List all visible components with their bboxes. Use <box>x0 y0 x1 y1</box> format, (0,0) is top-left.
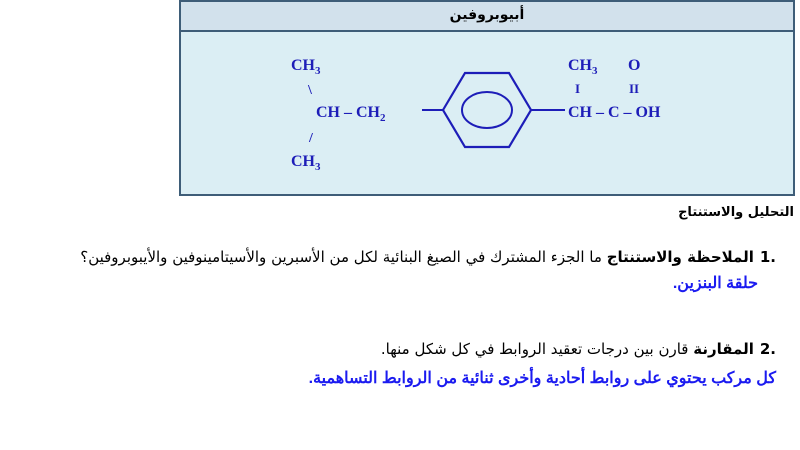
answer-2: كل مركب يحتوي على روابط أحادية وأخرى ثنائية من الروابط التساهمية. <box>308 370 776 387</box>
oxygen-label: O <box>628 57 641 74</box>
answer-1: حلقة البنزين. <box>672 275 758 292</box>
question-lead: المقارنة <box>693 340 754 358</box>
bond-backslash: \ <box>308 83 312 98</box>
question-1 <box>76 244 776 297</box>
benzene-ring <box>443 73 531 147</box>
ch3-bottom-left: $CH_3$ <box>291 153 321 173</box>
ch-ch2-group: CH – $CH_2$ <box>316 104 386 124</box>
carboxylic-chain: CH – C – OH <box>568 104 661 121</box>
question-number: .2 <box>759 340 776 358</box>
double-bond-mark: II <box>629 81 640 96</box>
ch3-right: $CH_3$ <box>568 57 598 77</box>
benzene-inner-circle <box>462 92 512 128</box>
question-lead: الملاحظة والاستنتاج <box>606 248 754 266</box>
question-text: ما الجزء المشترك في الصيغ البنائية لكل من الأسبرين والأسيتامينوفين والأيبوبروفين؟ <box>80 248 607 266</box>
question-text: قارن بين درجات تعقيد الروابط في كل شكل منها. <box>380 340 694 358</box>
ch3-top-left: $CH_3$ <box>291 57 321 77</box>
section-heading: التحليل والاستنتاج <box>678 205 794 220</box>
bond-slash: / <box>309 131 313 146</box>
single-bond-mark: I <box>575 81 581 96</box>
structure-card <box>179 0 795 196</box>
question-2 <box>76 336 776 362</box>
structural-formula <box>181 30 793 194</box>
question-number: .1 <box>759 248 776 266</box>
card-title: أبيوبروفين <box>181 2 793 32</box>
